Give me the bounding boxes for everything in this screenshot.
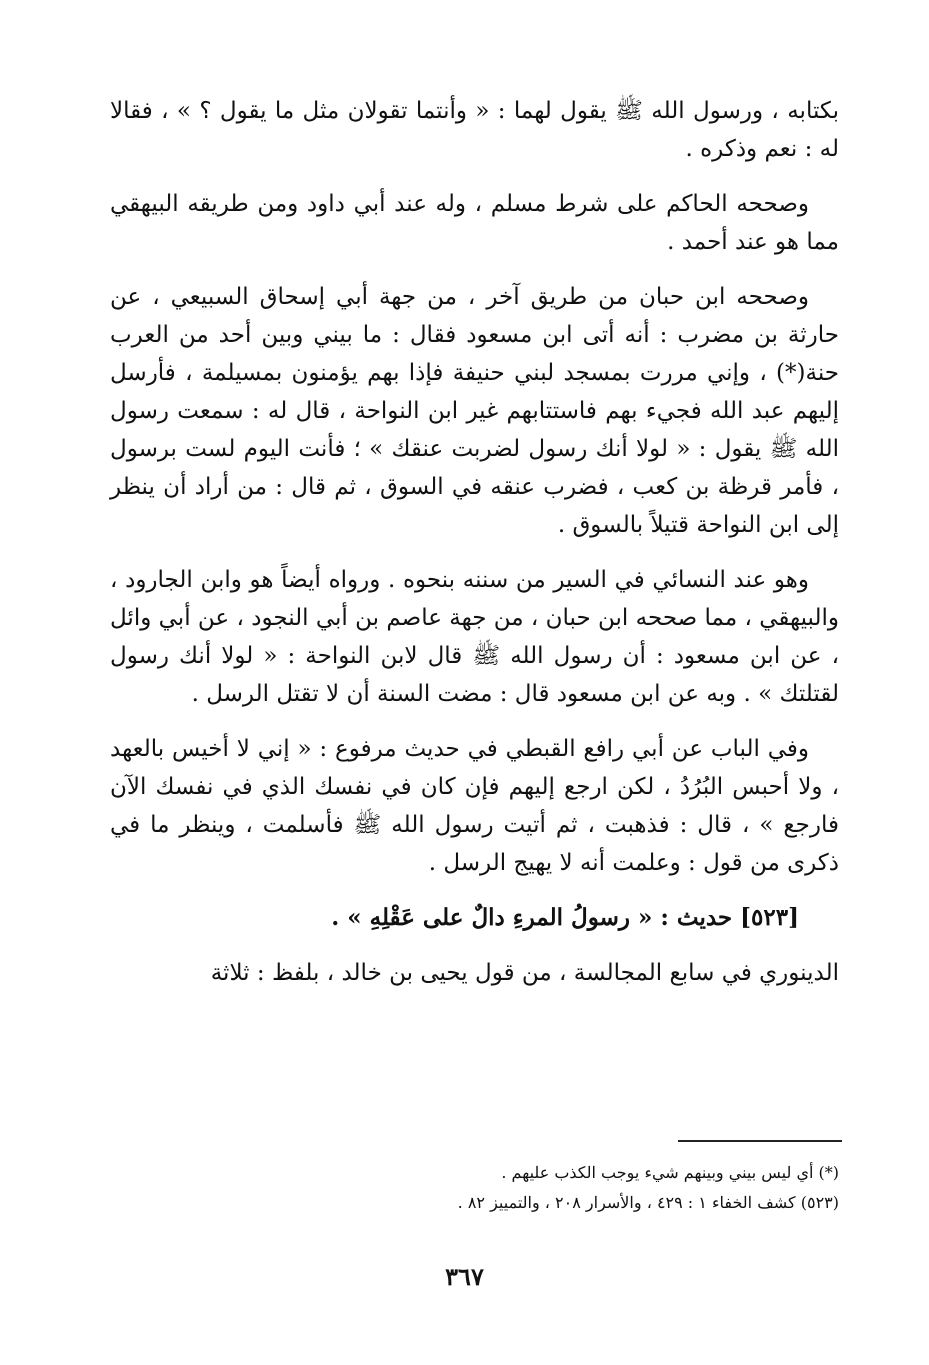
page-number: ٣٦٧ [445,1262,484,1291]
paragraph-2: وصححه الحاكم على شرط مسلم ، وله عند أبي داود ومن طريقه البيهقي مما هو عند أحمد . [110,191,839,255]
main-text [110,92,839,1009]
footnote-divider [678,1140,842,1142]
hadith-number: [٥٢٣] [740,904,799,931]
footnote-2: (٥٢٣) كشف الخفاء ١ : ٤٢٩ ، والأسرار ٢٠٨ ، والتمييز ٨٢ . [457,1193,839,1212]
footnotes [110,1158,839,1218]
paragraph-4: وهو عند النسائي في السير من سننه بنحوه . ورواه أيضاً هو وابن الجارود ، والبيهقي ، مما صححه ابن حبان ، من جهة عاصم بن أبي النجود ، عن أبي وائل ، عن ابن مسعود : أن رسول الله ﷺ قال لابن النواحة : « لولا أنك رسول لقتلتك » . وبه عن ابن مسعود قال : مضت السنة أن لا تقتل الرسل . [110,567,839,707]
paragraph-3: وصححه ابن حبان من طريق آخر ، من جهة أبي إسحاق السبيعي ، عن حارثة بن مضرب : أنه أتى ابن مسعود فقال : ما بيني وبين أحد من العرب حنة(*) ، وإني مررت بمسجد لبني حنيفة فإذا بهم يؤمنون بمسيلمة ، فأرسل إليهم عبد الله فجيء بهم فاستتابهم غير ابن النواحة ، قال له : سمعت رسول الله ﷺ يقول : « لولا أنك رسول لضربت عنقك » ؛ فأنت اليوم لست برسول ، فأمر قرظة بن كعب ، فضرب عنقه في السوق ، ثم قال : من أراد أن ينظر إلى ابن النواحة قتيلاً بالسوق . [110,284,839,538]
footnote-1: (*) أي ليس بيني وبينهم شيء يوجب الكذب عليهم . [501,1163,839,1182]
paragraph-1: بكتابه ، ورسول الله ﷺ يقول لهما : « وأنتما تقولان مثل ما يقول ؟ » ، فقالا له : نعم وذكره . [110,98,839,162]
paragraph-6: الدينوري في سابع المجالسة ، من قول يحيى بن خالد ، بلفظ : ثلاثة [210,960,839,986]
hadith-title: حديث : « رسولُ المرءِ دالٌ على عَقْلِهِ » . [331,904,733,931]
hadith-heading [110,899,839,937]
paragraph-5: وفي الباب عن أبي رافع القبطي في حديث مرفوع : « إني لا أخيس بالعهد ، ولا أحبس البُرُدُ ، لكن ارجع إليهم فإن كان في نفسك الذي في نفسك الآن فارجع » ، قال : فذهبت ، ثم أتيت رسول الله ﷺ فأسلمت ، وينظر ما في ذكرى من قول : وعلمت أنه لا يهيج الرسل . [110,736,839,876]
